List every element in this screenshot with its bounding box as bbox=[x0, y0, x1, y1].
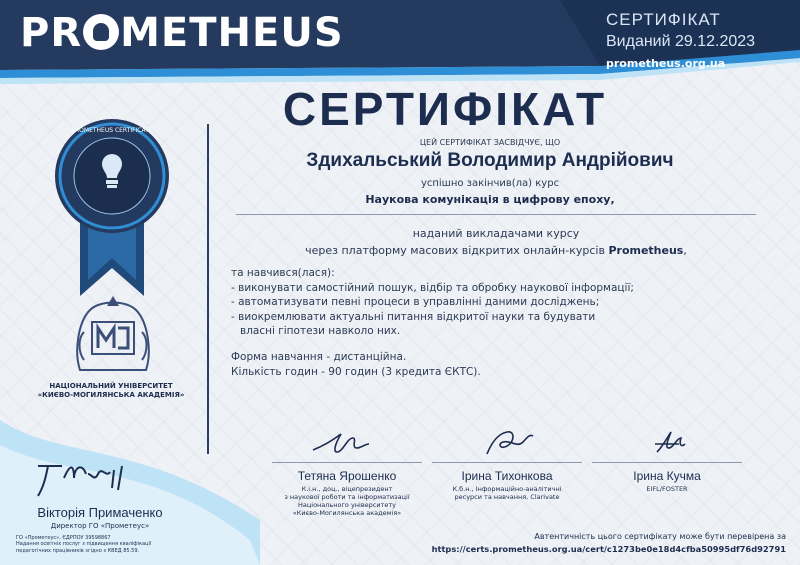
certificate-badge bbox=[42, 118, 182, 298]
signature-image bbox=[307, 424, 387, 460]
learning-outcomes bbox=[231, 266, 701, 339]
badge-ring-text: PROMETHEUS CERTIFICATE bbox=[71, 127, 153, 134]
signature-image bbox=[627, 424, 707, 460]
platform-text: через платформу масових відкритих онлайн-курсів Prometheus, bbox=[305, 244, 687, 257]
outcome-item: - автоматизувати певні процеси в управлінні даними досліджень; bbox=[231, 296, 600, 308]
signatory-role: EIFL/FOSTER bbox=[646, 485, 688, 493]
issue-date: Виданий 29.12.2023 bbox=[606, 33, 756, 50]
provided-text: наданий викладачами курсу bbox=[412, 227, 580, 240]
prometheus-logo: PR METHEUS bbox=[20, 10, 344, 56]
director-role: Директор ГО «Прометеус» bbox=[50, 522, 150, 530]
signature-image bbox=[467, 424, 547, 460]
verification-info bbox=[366, 532, 786, 554]
verification-link[interactable]: https://certs.prometheus.org.ua/cert/c1273be0e18d4cfba50995df76d92791 bbox=[431, 544, 786, 554]
university-name: НАЦІОНАЛЬНИЙ УНІВЕРСИТЕТ «КИЄВО-МОГИЛЯНСЬКА АКАДЕМІЯ» bbox=[37, 382, 185, 399]
kma-logo bbox=[70, 292, 156, 372]
signatory-role: К.і.н., доц., віцепрезидент з наукової роботи та інформатизації Національного університету «Києво-Могилянська академія» bbox=[284, 485, 410, 517]
outcome-item: - виконувати самостійний пошук, відбір та обробку наукової інформації; bbox=[231, 281, 634, 294]
signatory-2 bbox=[432, 424, 582, 501]
header-site: prometheus.org.ua bbox=[606, 57, 726, 70]
outcome-item: - виокремлювати актуальні питання відкритої науки та будувати bbox=[231, 310, 596, 323]
header-title: СЕРТИФІКАТ bbox=[606, 10, 721, 29]
study-form: Форма навчання - дистанційна. bbox=[231, 351, 407, 363]
lightbulb-icon bbox=[83, 14, 119, 50]
platform-name: Prometheus bbox=[608, 244, 684, 257]
director-signature bbox=[30, 448, 140, 498]
director-name: Вікторія Примаченко bbox=[37, 505, 163, 520]
completed-text: успішно закінчив(ла) курс bbox=[420, 178, 560, 189]
study-details bbox=[231, 350, 651, 379]
course-name: Наукова комунікація в цифрову епоху, bbox=[365, 193, 615, 206]
outcomes-intro: та навчився(лася): bbox=[231, 267, 335, 279]
verification-text: Автентичність цього сертифікату може бути перевірена за bbox=[534, 532, 786, 541]
signatory-3 bbox=[592, 424, 742, 493]
header-info bbox=[606, 10, 776, 70]
signatory-name: Ірина Кучма bbox=[633, 469, 701, 483]
certificate-title: СЕРТИФІКАТ bbox=[282, 83, 608, 135]
signatory-1 bbox=[272, 424, 422, 517]
legal-info: ГО «Прометеус», ЄДРПОУ 39598867 Надання освітніх послуг з підвищення кваліфікації педагогічних працівників згідно з КВЕД 85.59. bbox=[16, 535, 152, 554]
signatory-name: Тетяна Ярошенко bbox=[297, 469, 397, 483]
signatory-role: К.б.н., Інформаційно-аналітичні ресурси та навчання, Clarivate bbox=[452, 485, 562, 501]
study-hours: Кількість годин - 90 годин (3 кредита ЄКТС). bbox=[231, 365, 481, 378]
signatory-name: Ірина Тихонкова bbox=[461, 469, 553, 483]
outcome-item: власні гіпотези навколо них. bbox=[240, 325, 401, 337]
recipient-name: Здихальський Володимир Андрійович bbox=[306, 150, 674, 171]
certifies-text: ЦЕЙ СЕРТИФІКАТ ЗАСВІДЧУЄ, ЩО bbox=[419, 138, 561, 147]
divider bbox=[236, 214, 756, 215]
